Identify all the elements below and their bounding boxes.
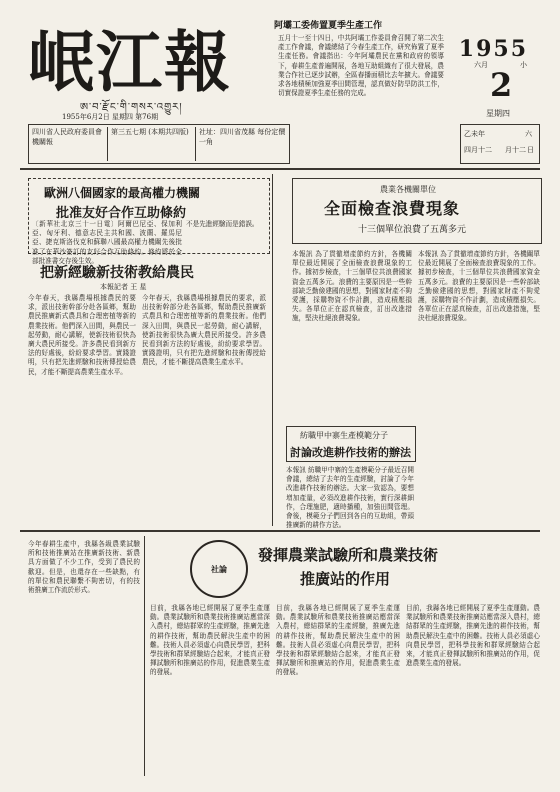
bottom-body-3: 目前，我縣各地已經開展了夏季生產運動。農業試驗所和農業技術推廣站應當深入農村，總結群眾的生產經驗，推廣先進的耕作技術，幫助農民解決生產中的困難。技術人員必須虛心向農民學習，把科學技術和群眾經驗結合起來，才能真正發揮試驗所和推廣站的作用，促進農業生產的發展。 bbox=[406, 604, 540, 668]
lunar-b: 四月十二 bbox=[464, 146, 492, 154]
masthead-title: 岷江報 bbox=[28, 23, 232, 101]
top-right-article: 五月十一至十四日，中共阿壩工作委員會召開了第二次生產工作會議，會議總結了今春生產工作，研究佈置了夏季生產任務。會議指出：今年阿壩農民在黨和政府的領導下，春耕生產普遍開展，各地互助組織有了很大發展，農業合作社已逐步試辦，全區春播面積比去年擴大。會議要求各地積極加強夏季田間管理，認真做好防旱防洪工作，切實保證夏季生產任務的完成。 bbox=[278, 34, 444, 98]
info-col3: 社址：四川省茂縣 每份定價一角 bbox=[195, 127, 290, 161]
middle-box-kicker: 紡職甲中寨生產模範分子 bbox=[300, 431, 388, 440]
size-label: 小 bbox=[520, 61, 527, 69]
lunar-e: 日 bbox=[527, 146, 534, 154]
top-right-headline: 阿壩工委佈置夏季生產工作 bbox=[274, 21, 383, 31]
month-label: 六月 bbox=[474, 61, 488, 69]
lunar-c: 六 bbox=[525, 130, 532, 138]
section-rule bbox=[20, 530, 540, 532]
right-top-subhead: 十三個單位浪費了五萬多元 bbox=[358, 225, 467, 235]
lunar-a: 乙未年 bbox=[464, 130, 485, 138]
editorial-stamp bbox=[190, 540, 248, 598]
year: 1955 bbox=[458, 36, 528, 62]
weekday: 星期四 bbox=[486, 109, 510, 118]
info-col1: 四川省人民政府委員會機關報 bbox=[32, 128, 102, 146]
middle-short-body: 不是先進經驗而是錯誤。 bbox=[186, 220, 259, 228]
right-top-headline: 全面檢查浪費現象 bbox=[324, 199, 461, 218]
bottom-body-1: 目前，我縣各地已經開展了夏季生產運動。農業試驗所和農業技術推廣站應當深入農村，總結群眾的生產經驗，推廣先進的耕作技術，幫助農民解決生產中的困難。技術人員必須虛心向農民學習，把科學技術和群眾經驗結合起來，才能真正發揮試驗所和推廣站的作用，促進農業生產的發展。 bbox=[150, 604, 270, 677]
left-top-headline2: 批准友好合作互助條約 bbox=[56, 206, 187, 221]
publication-info: 1955年6月2日 星期四 第76期 bbox=[62, 113, 159, 121]
left-feature-headline: 把新經驗新技術教給農民 bbox=[40, 265, 194, 281]
left-feature-body: 今年春天，我縣農場根據農民的要求，派出技術幹部分赴各區鄉，幫助農民推廣新式農具和合理密植等新的農業技術。他們深入田間，與農民一起勞動，耐心講解，使新技術很快為廣大農民所接受。許多農民看到新方法的好處後，紛紛要求學習。實踐證明，只有把先進經驗和技術傳授給農民，才能不斷提高農業生產水平。 bbox=[28, 294, 136, 376]
left-feature-body-cont: 今年春天，我縣農場根據農民的要求，派出技術幹部分赴各區鄉，幫助農民推廣新式農具和合理密植等新的農業技術。他們深入田間，與農民一起勞動，耐心講解，使新技術很快為廣大農民所接受。許多農民看到新方法的好處後，紛紛要求學習。實踐證明，只有把先進經驗和技術傳授給農民，才能不斷提高農業生產水平。 bbox=[142, 294, 266, 367]
masthead-rule bbox=[20, 168, 540, 170]
right-top-body: 本報訊 為了貫徹增產節約方針，各機關單位最近開展了全面檢查浪費現象的工作。據初步檢查，十三個單位共浪費國家資金五萬多元。浪費的主要原因是一些幹部缺乏勤儉建國的思想，對國家財產不夠愛護，採購物資不作計劃，造成積壓損失。各單位正在認真檢查，訂出改進措施，堅決杜絕浪費現象。 bbox=[292, 250, 412, 323]
lunar-d: 月十二 bbox=[505, 146, 526, 154]
bottom-headline2: 推廣站的作用 bbox=[300, 570, 391, 588]
right-top-kicker: 農業各機關單位 bbox=[380, 185, 436, 194]
info-box bbox=[28, 124, 290, 164]
middle-box-headline: 討論改進耕作技術的辦法 bbox=[290, 446, 411, 459]
masthead-tibetan: ཨ་བ་རྫོང་གི་གསར་འགྱུར། bbox=[80, 102, 183, 113]
left-feature-byline: 本報記者 王 星 bbox=[100, 283, 147, 291]
day-number: 2 bbox=[490, 66, 513, 104]
right-top-body-cont: 本報訊 為了貫徹增產節約方針，各機關單位最近開展了全面檢查浪費現象的工作。據初步檢查，十三個單位共浪費國家資金五萬多元。浪費的主要原因是一些幹部缺乏勤儉建國的思想，對國家財產不夠愛護，採購物資不作計劃，造成積壓損失。各單位正在認真檢查，訂出改進措施，堅決杜絕浪費現象。 bbox=[418, 250, 540, 323]
middle-box-body: 本報訊 紡職甲中寨的生產模範分子最近召開會議，總結了去年的生產經驗，討論了今年改進耕作技術的辦法。大家一致認為，要想增加產量，必須改進耕作技術，實行深耕細作，合理施肥，適時播種，加強田間管理。會後，模範分子們回到各自的互助組，帶頭推廣新的耕作方法。 bbox=[286, 466, 414, 530]
info-col2: 第三五七期 (本期共四版) bbox=[107, 127, 194, 161]
lunar-box bbox=[460, 124, 540, 164]
column-rule bbox=[272, 174, 273, 526]
bottom-left-body: 今年春耕生產中，我縣各級農業試驗所和技術推廣站在推廣新技術、新農具方面做了不少工作，受到了農民的歡迎。但是，也還存在一些缺點，有的單位和農民聯繫不夠密切，有的技術推廣工作流於形式。 bbox=[28, 540, 140, 595]
left-top-body: 〔新華社北京三十一日電〕阿爾巴尼亞、保加利亞、匈牙利、德意志民主共和國、波蘭、羅馬尼亞、捷克斯洛伐克和蘇聯八國最高權力機關先後批准了在華沙簽訂的友好合作互助條約。條約將於全部批准書交存後生效。 bbox=[32, 220, 182, 265]
stamp-label: 社論 bbox=[211, 563, 227, 574]
left-top-headline1: 歐洲八個國家的最高權力機關 bbox=[44, 186, 201, 200]
bottom-column-rule bbox=[144, 536, 145, 776]
bottom-body-2: 目前，我縣各地已經開展了夏季生產運動。農業試驗所和農業技術推廣站應當深入農村，總結群眾的生產經驗，推廣先進的耕作技術，幫助農民解決生產中的困難。技術人員必須虛心向農民學習，把科學技術和群眾經驗結合起來，才能真正發揮試驗所和推廣站的作用，促進農業生產的發展。 bbox=[276, 604, 400, 677]
bottom-headline1: 發揮農業試驗所和農業技術 bbox=[258, 546, 439, 564]
